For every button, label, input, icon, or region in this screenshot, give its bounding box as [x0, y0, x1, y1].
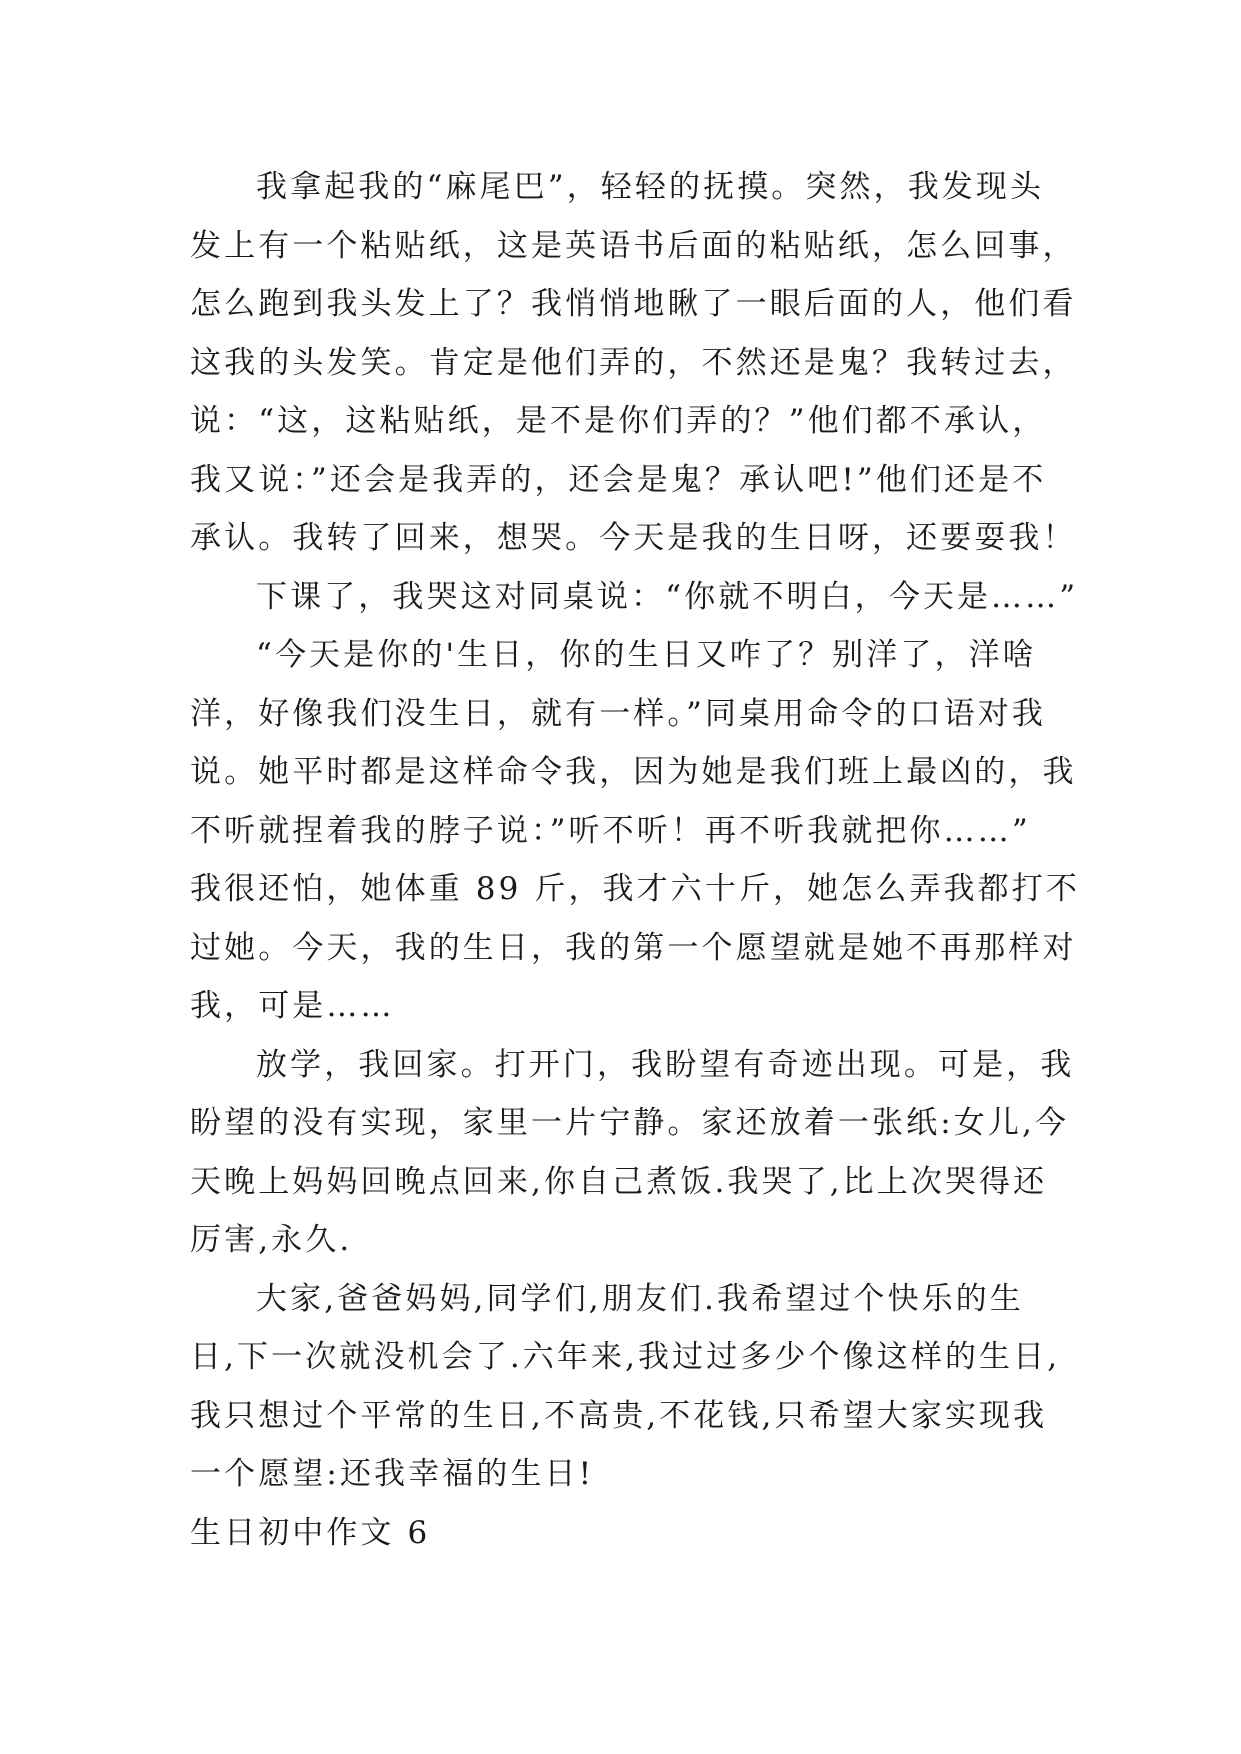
section-heading: 生日初中作文 6	[190, 1514, 431, 1551]
paragraph	[190, 1036, 1075, 1270]
paragraph	[190, 626, 1080, 1036]
text-line: 盼望的没有实现，家里一片宁静。家还放着一张纸:女儿,今	[190, 1105, 1069, 1141]
text-line: 下课了，我哭这对同桌说：“你就不明白，今天是……”	[256, 578, 1079, 615]
text-line: 承认。我转了回来，想哭。今天是我的生日呀，还要耍我！	[190, 520, 1077, 556]
document-page	[190, 158, 1080, 1562]
paragraph	[190, 1270, 1060, 1504]
text-line: 这我的头发笑。肯定是他们弄的，不然还是鬼？我转过去，	[190, 344, 1077, 381]
text-line: 洋，好像我们没生日，就有一样。”同桌用命令的口语对我	[190, 695, 1046, 732]
text-line: 说：“这，这粘贴纸，是不是你们弄的？”他们都不承认，	[190, 403, 1047, 439]
text-line: 天晚上妈妈回晚点回来,你自己煮饭.我哭了,比上次哭得还	[190, 1163, 1048, 1200]
text-line: 我，可是……	[190, 988, 395, 1024]
text-line: 我拿起我的“麻尾巴”，轻轻的抚摸。突然，我发现头	[256, 169, 1045, 205]
text-line: 放学，我回家。打开门，我盼望有奇迹出现。可是，我	[256, 1046, 1075, 1083]
text-line: 我又说：”还会是我弄的，还会是鬼？承认吧!”他们还是不	[190, 461, 1047, 498]
text-line: 我很还怕，她体重 89 斤，我才六十斤，她怎么弄我都打不	[190, 871, 1080, 907]
text-line: 怎么跑到我头发上了？我悄悄地瞅了一眼后面的人，他们看	[190, 286, 1077, 322]
text-line: 过她。今天，我的生日，我的第一个愿望就是她不再那样对	[190, 929, 1077, 966]
paragraph	[190, 158, 1077, 568]
text-line: 一个愿望:还我幸福的生日!	[190, 1456, 595, 1492]
text-line: “今天是你的'生日，你的生日又咋了？别洋了，洋啥	[256, 637, 1037, 673]
text-line: 不听就捏着我的脖子说：”听不听！再不听我就把你……”	[190, 812, 1031, 849]
paragraph	[190, 568, 1079, 627]
text-line: 日,下一次就没机会了.六年来,我过过多少个像这样的生日,	[190, 1339, 1061, 1375]
text-line: 说。她平时都是这样命令我，因为她是我们班上最凶的，我	[190, 754, 1077, 790]
text-line: 我只想过个平常的生日,不高贵,不花钱,只希望大家实现我	[190, 1397, 1048, 1434]
text-line: 厉害,永久.	[190, 1222, 353, 1258]
text-line: 发上有一个粘贴纸，这是英语书后面的粘贴纸，怎么回事，	[190, 227, 1077, 264]
text-line: 大家,爸爸妈妈,同学们,朋友们.我希望过个快乐的生	[256, 1280, 1024, 1317]
